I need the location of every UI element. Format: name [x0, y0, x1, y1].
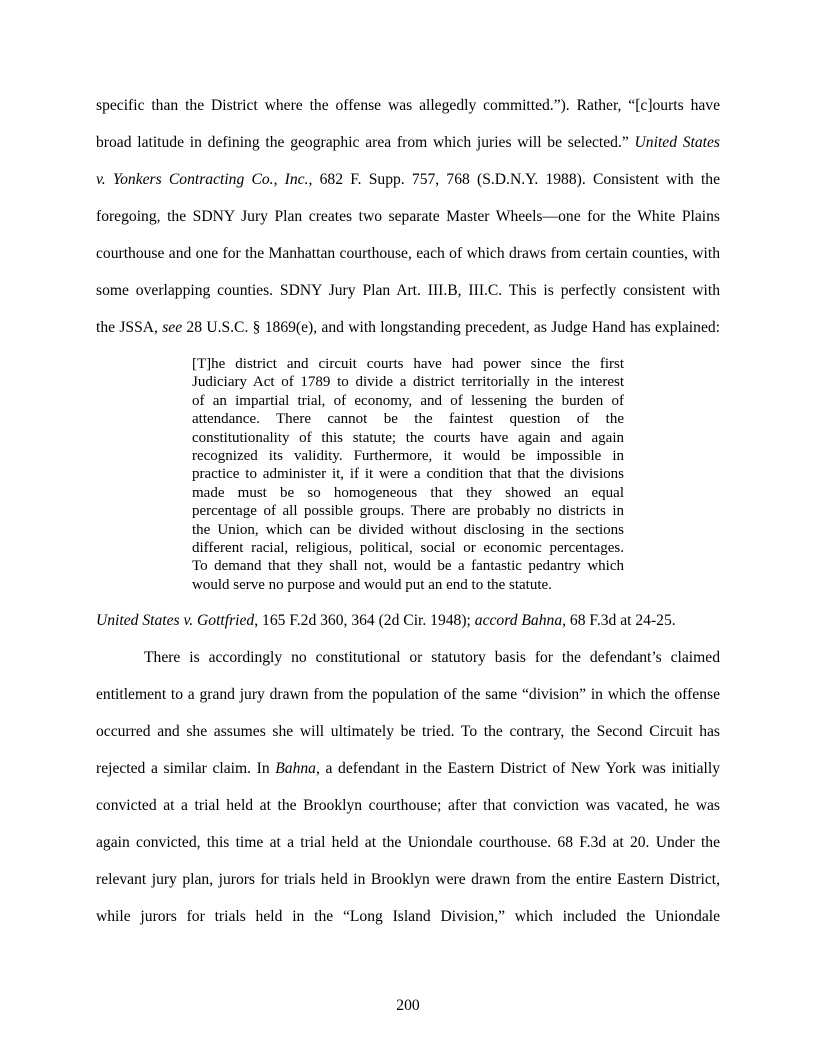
italic-text: v. Yonkers Contracting Co., Inc.: [96, 171, 309, 188]
text-run: rejected a similar claim. In: [96, 760, 276, 777]
italic-text: United States: [634, 134, 720, 151]
citation-line: [96, 611, 720, 631]
text-run: while jurors for trials held in the “Long Island Division,” which included the Uniondale: [96, 908, 720, 925]
quote-line: percentage of all possible groups. There are probably no districts in: [192, 503, 624, 520]
text-run: some overlapping counties. SDNY Jury Plan Art. III.B, III.C. This is perfectly consistent with: [96, 282, 720, 299]
italic-text: Bahna: [275, 760, 316, 777]
quote-line: made must be so homogeneous that they showed an equal: [192, 484, 624, 501]
text-run: relevant jury plan, jurors for trials held in Brooklyn were drawn from the entire Eastern District,: [96, 871, 720, 888]
quote-line: Judiciary Act of 1789 to divide a district territorially in the interest: [192, 374, 624, 391]
text-line: [96, 648, 720, 668]
text-run: foregoing, the SDNY Jury Plan creates two separate Master Wheels—one for the White Plains: [96, 208, 720, 225]
text-run: courthouse and one for the Manhattan courthouse, each of which draws from certain counties, with: [96, 245, 720, 262]
page-number: 200: [396, 997, 420, 1014]
text-line: [96, 133, 720, 153]
text-run: again convicted, this time at a trial held at the Uniondale courthouse. 68 F.3d at 20. Under the: [96, 834, 720, 851]
quote-line: different racial, religious, political, social or economic percentages.: [192, 540, 624, 556]
text-run: , 165 F.2d 360, 364 (2d Cir. 1948);: [254, 612, 475, 629]
text-line: [96, 96, 720, 116]
italic-text: United States v. Gottfried: [96, 612, 255, 629]
text-run: , a defendant in the Eastern District of New York was initially: [315, 760, 720, 777]
quote-line: recognized its validity. Furthermore, it would be impossible in: [192, 448, 624, 464]
text-line: [96, 833, 720, 853]
text-line: [96, 759, 720, 779]
text-line: [96, 318, 720, 338]
text-run: broad latitude in defining the geographic area from which juries will be selected.”: [96, 134, 635, 151]
quote-line: would serve no purpose and would put an end to the statute.: [192, 576, 552, 593]
quote-line: attendance. There cannot be the faintest question of the: [192, 411, 624, 428]
text-run: , 682 F. Supp. 757, 768 (S.D.N.Y. 1988). Consistent with the: [308, 171, 720, 188]
text-run: convicted at a trial held at the Brooklyn courthouse; after that conviction was vacated, he was: [96, 797, 720, 814]
quote-line: constitutionality of this statute; the courts have again and again: [192, 429, 624, 446]
text-run: 28 U.S.C. § 1869(e), and with longstanding precedent, as Judge Hand has explained:: [182, 319, 720, 336]
quote-line: the Union, which can be divided without disclosing in the sections: [192, 521, 624, 538]
text-line: [96, 244, 720, 264]
text-line: [96, 907, 720, 927]
text-run: the JSSA,: [96, 319, 163, 336]
text-run: There is accordingly no constitutional or statutory basis for the defendant’s claimed: [144, 649, 720, 666]
italic-text: see: [162, 319, 183, 336]
italic-text: accord Bahna: [474, 612, 563, 629]
quote-line: [T]he district and circuit courts have had power since the first: [192, 356, 624, 372]
quote-line: of an impartial trial, of economy, and of lessening the burden of: [192, 392, 624, 409]
text-line: [96, 281, 720, 301]
text-line: [96, 870, 720, 890]
text-line: [96, 722, 720, 742]
quote-line: practice to administer it, if it were a condition that that the divisions: [192, 466, 624, 483]
text-run: entitlement to a grand jury drawn from the population of the same “division” in which the offense: [96, 686, 720, 703]
text-run: , 68 F.3d at 24-25.: [562, 612, 676, 629]
text-line: [96, 170, 720, 190]
text-line: [96, 207, 720, 227]
text-line: [96, 685, 720, 705]
text-run: specific than the District where the offense was allegedly committed.”). Rather, “[c]ourts have: [96, 97, 720, 114]
text-run: occurred and she assumes she will ultimately be tried. To the contrary, the Second Circuit has: [96, 723, 720, 740]
text-line: [96, 796, 720, 816]
quote-line: To demand that they shall not, would be a fantastic pedantry which: [192, 558, 624, 575]
